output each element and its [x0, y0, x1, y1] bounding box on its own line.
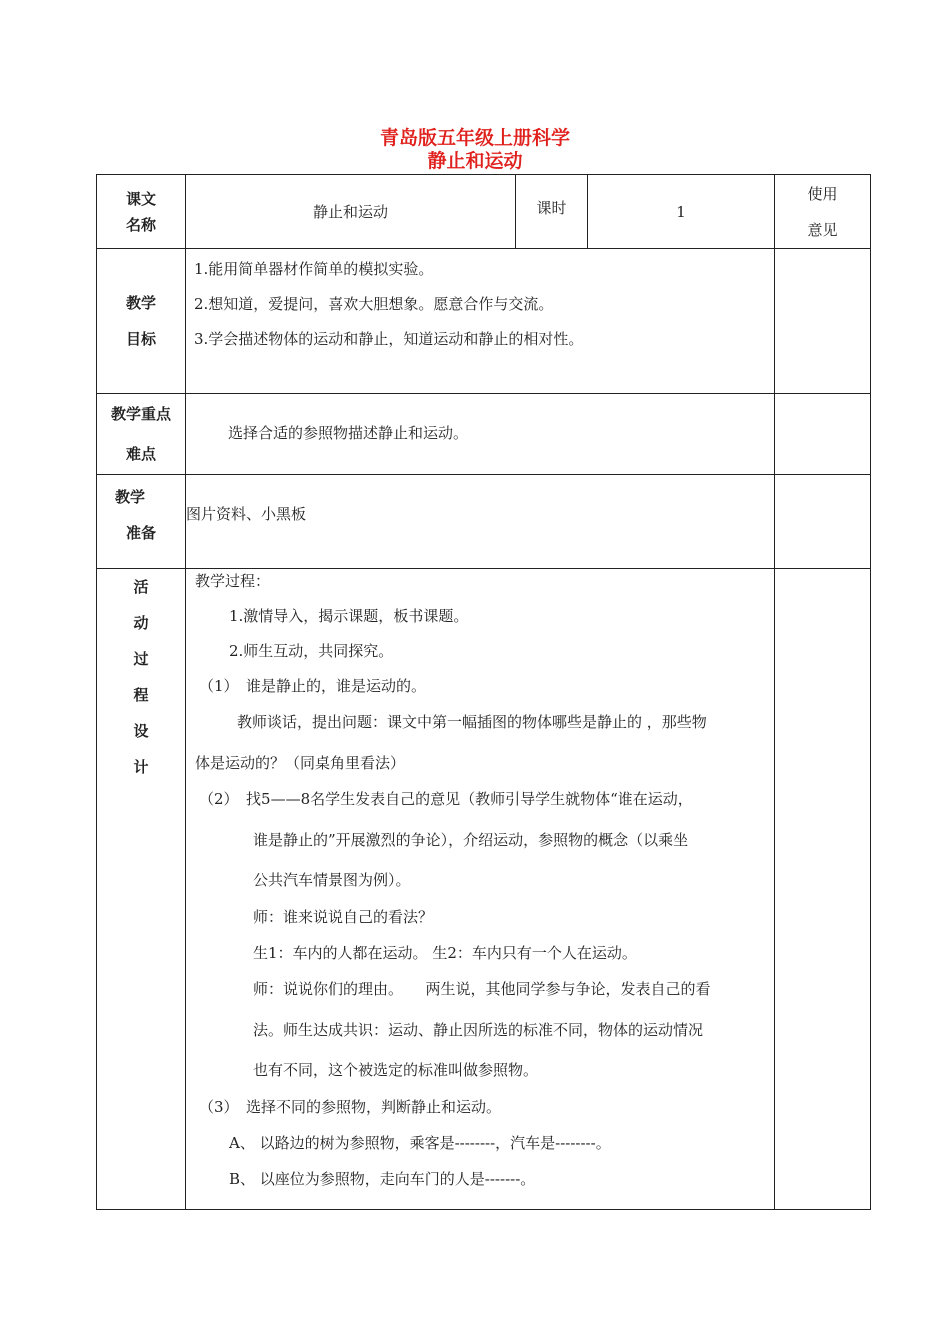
process-label [97, 569, 186, 1210]
process-line: （3） 选择不同的参照物，判断静止和运动。 [199, 1098, 502, 1116]
period-label: 课时 [516, 175, 588, 249]
process-line: 2.师生互动，共同探究。 [229, 642, 394, 660]
preparation-text: 图片资料、小黑板 [186, 505, 307, 523]
process-line: 教师谈话，提出问题：课文中第一幅插图的物体哪些是静止的 ，那些物 [237, 713, 707, 731]
usage-notes-cell [775, 475, 871, 569]
label-line: 难点 [125, 445, 156, 463]
label-line: 准备 [125, 524, 156, 542]
label-line: 教学 [114, 488, 145, 506]
usage-notes-cell [775, 394, 871, 475]
process-line: 教学过程： [195, 572, 271, 590]
key-points-label [97, 394, 186, 475]
lesson-name-row [97, 175, 871, 249]
label-line: 过 [133, 650, 149, 668]
key-points-row [97, 394, 871, 475]
process-line: 体是运动的？（同桌角里看法） [195, 754, 406, 772]
label-line: 设 [133, 722, 149, 740]
process-line: （1） 谁是静止的，谁是运动的。 [199, 677, 427, 695]
period-value: 1 [588, 175, 775, 249]
label-line: 教学 [125, 294, 156, 312]
process-line: （2） 找5——8名学生发表自己的意见（教师引导学生就物体“谁在运动， [199, 790, 693, 808]
process-line: 公共汽车情景图为例）。 [253, 871, 411, 889]
teaching-goals-label [97, 249, 186, 394]
process-content [186, 569, 775, 1210]
usage-notes-cell [775, 569, 871, 1210]
process-line: 生1：车内的人都在运动。 生2：车内只有一个人在运动。 [253, 944, 637, 962]
goal-item: 3.学会描述物体的运动和静止，知道运动和静止的相对性。 [194, 330, 584, 348]
process-row [97, 569, 871, 1210]
label-line: 教学重点 [110, 405, 171, 423]
lesson-plan-table [96, 174, 871, 1210]
usage-line: 使用 [807, 184, 838, 203]
goal-item: 2.想知道，爱提问，喜欢大胆想象。愿意合作与交流。 [194, 295, 554, 313]
process-line: 法。师生达成共识：运动、静止因所选的标准不同，物体的运动情况 [253, 1021, 704, 1039]
preparation-row [97, 475, 871, 569]
process-line: 师：说说你们的理由。 两生说，其他同学参与争论，发表自己的看 [253, 980, 711, 998]
label-line: 活 [133, 578, 149, 596]
usage-notes-cell [775, 249, 871, 394]
teaching-goals-content [186, 249, 775, 394]
lesson-name-value: 静止和运动 [186, 175, 516, 249]
goal-item: 1.能用简单器材作简单的模拟实验。 [194, 260, 434, 278]
process-line: 1.激情导入，揭示课题，板书课题。 [229, 607, 469, 625]
label-line: 名称 [125, 215, 156, 234]
label-line: 目标 [125, 330, 156, 348]
usage-line: 意见 [807, 220, 838, 239]
label-line: 动 [133, 614, 149, 632]
document-subtitle: 静止和运动 [427, 150, 523, 172]
preparation-label [97, 475, 186, 569]
lesson-name-label [97, 175, 186, 249]
process-line: 也有不同，这个被选定的标准叫做参照物。 [253, 1061, 539, 1079]
document-title: 青岛版五年级上册科学 [379, 127, 570, 149]
process-line: 谁是静止的”开展激烈的争论），介绍运动，参照物的概念（以乘坐 [253, 831, 689, 849]
process-line: A、 以路边的树为参照物，乘客是--------，汽车是--------。 [229, 1134, 611, 1152]
process-line: 师：谁来说说自己的看法？ [253, 908, 434, 926]
preparation-content [186, 475, 775, 569]
key-points-text: 选择合适的参照物描述静止和运动。 [228, 424, 469, 442]
label-line: 计 [133, 758, 149, 776]
key-points-content [186, 394, 775, 475]
label-line: 程 [133, 686, 149, 704]
label-line: 课文 [125, 189, 156, 208]
process-line: B、 以座位为参照物，走向车门的人是-------。 [229, 1170, 536, 1188]
usage-notes-label [775, 175, 871, 249]
teaching-goals-row [97, 249, 871, 394]
